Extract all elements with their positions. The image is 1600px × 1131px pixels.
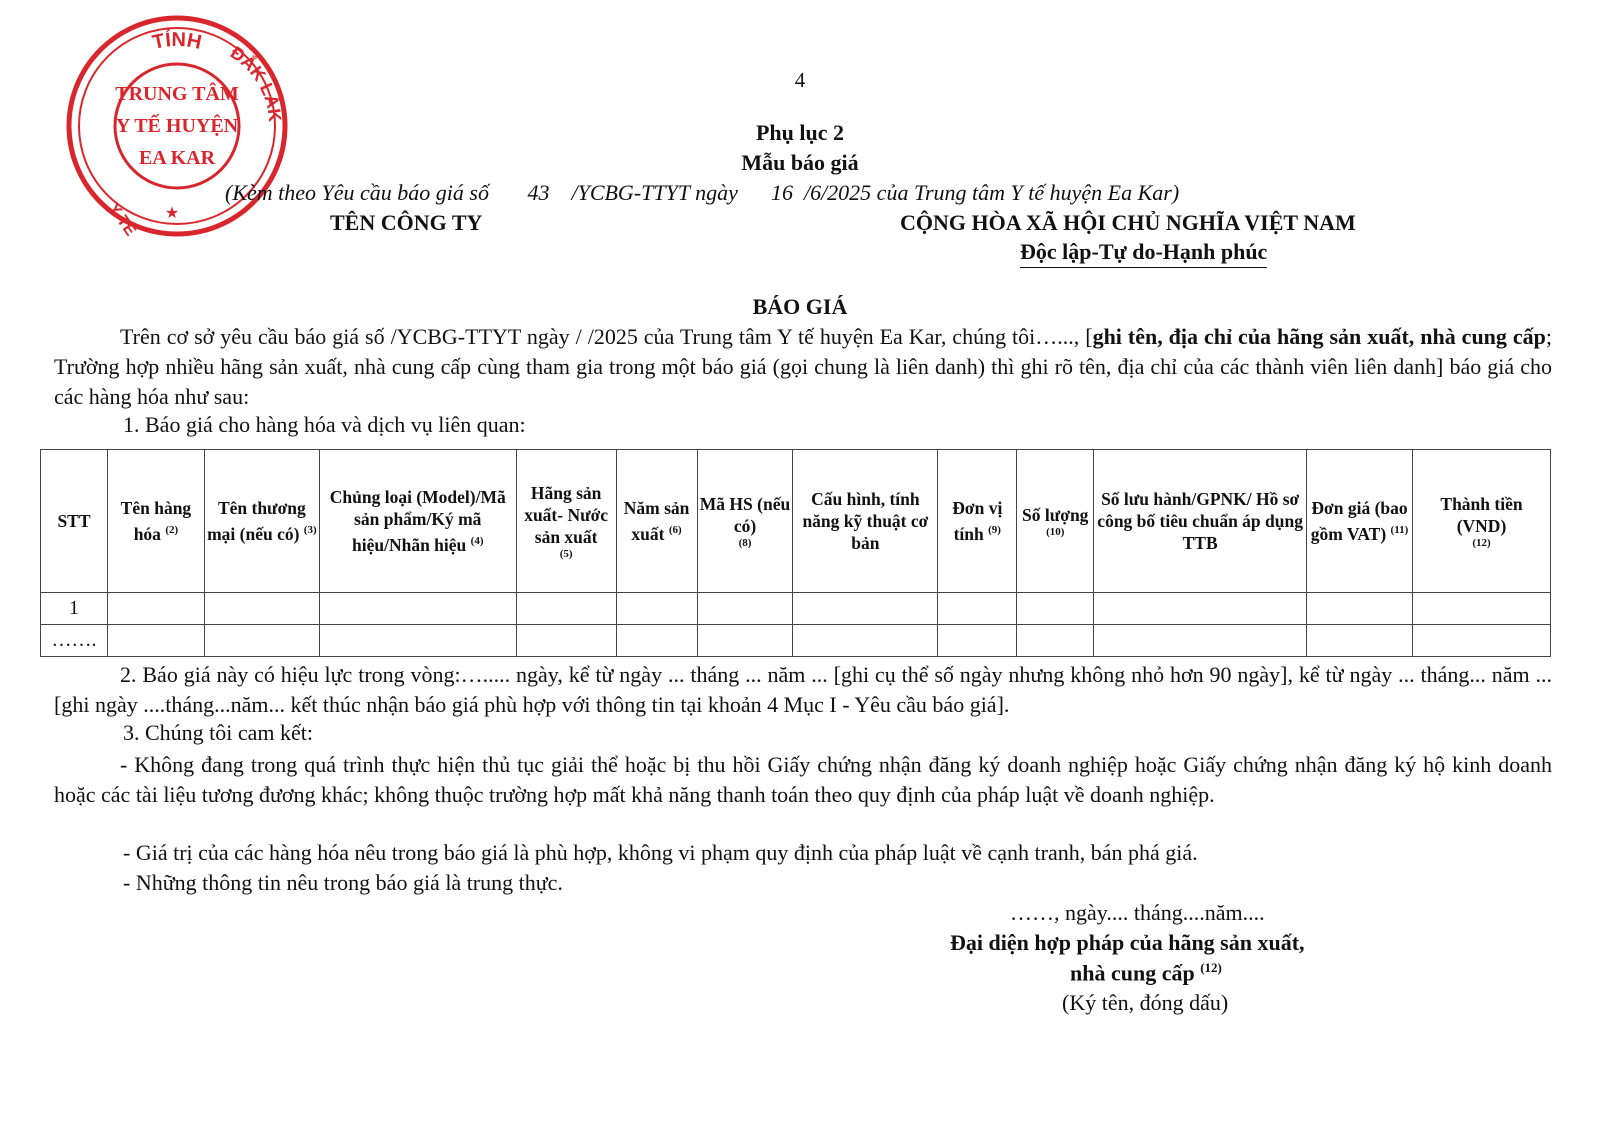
section-1-heading: 1. Báo giá cho hàng hóa và dịch vụ liên quan:	[123, 412, 526, 437]
signature-instruction: (Ký tên, đóng dấu)	[1062, 990, 1229, 1015]
col-header: Hãng sản xuất- Nước sản xuất (5)	[516, 450, 616, 593]
signature-role-note: (12)	[1200, 960, 1222, 975]
commitment-1	[54, 750, 1552, 810]
table-cell	[516, 593, 616, 625]
table-cell	[107, 625, 204, 657]
col-header: Chủng loại (Model)/Mã sản phẩm/Ký mã hiệu/Nhãn hiệu $^{(4)}$	[319, 450, 516, 593]
signature-role	[1070, 960, 1222, 986]
col-header: STT	[41, 450, 108, 593]
stamp-star-icon: ★	[164, 205, 180, 222]
col-header: Số lượng (10)	[1017, 450, 1094, 593]
table-cell	[938, 625, 1017, 657]
section-2-text: 2. Báo giá này có hiệu lực trong vòng:…..... ngày, kể từ ngày ... tháng ... năm ... [ghi cụ thể số ngày nhưng không nhỏ hơn 90 ngày], kể từ ngày ... tháng... năm ... [ghi ngày ....tháng...năm... kết thúc nhận báo giá phù hợp với thông tin tại khoản 4 Mục I - Yêu cầu báo giá].	[54, 662, 1552, 717]
section-3-heading: 3. Chúng tôi cam kết:	[123, 720, 314, 745]
table-cell	[1017, 593, 1094, 625]
table-cell	[1307, 625, 1413, 657]
table-cell	[1017, 625, 1094, 657]
col-header: Mã HS (nếu có) (8)	[697, 450, 793, 593]
subtitle-reference: (Kèm theo Yêu cầu báo giá số 43 /YCBG-TTYT ngày 16 /6/2025 của Trung tâm Y tế huyện Ea Kar)	[225, 180, 1180, 205]
table-row	[41, 593, 1551, 625]
table-cell	[319, 625, 516, 657]
national-title: CỘNG HÒA XÃ HỘI CHỦ NGHĨA VIỆT NAM	[900, 210, 1356, 235]
table-cell	[616, 593, 697, 625]
col-header: Số lưu hành/GPNK/ Hồ sơ công bố tiêu chuẩn áp dụng TTB	[1094, 450, 1307, 593]
section-2-paragraph	[54, 660, 1552, 720]
table-cell	[938, 593, 1017, 625]
intro-paragraph	[54, 322, 1552, 412]
table-cell: 1	[41, 593, 108, 625]
table-cell	[107, 593, 204, 625]
signature-date-line: ……, ngày.... tháng....năm....	[1010, 900, 1265, 925]
table-cell	[516, 625, 616, 657]
commitment-2: - Giá trị của các hàng hóa nêu trong báo giá là phù hợp, không vi phạm quy định của pháp luật về cạnh tranh, bán phá giá.	[123, 840, 1198, 865]
table-cell	[1094, 625, 1307, 657]
stamp-right-text: ĐẮK LẮK	[226, 42, 286, 123]
intro-text-1: Trên cơ sở yêu cầu báo giá số /YCBG-TTYT ngày / /2025 của Trung tâm Y tế huyện Ea Kar, chúng tôi…..., [	[120, 324, 1093, 349]
intro-text-2: ; Trường hợp nhiều hãng sản xuất, nhà cung cấp cùng tham gia trong một báo giá (gọi chung là liên danh) thì ghi rõ tên, địa chỉ của các thành viên liên danh] báo giá cho các hàng hóa như sau:	[54, 324, 1553, 409]
intro-bold-text: ghi tên, địa chỉ của hãng sản xuất, nhà cung cấp	[1092, 324, 1546, 349]
document-title: BÁO GIÁ	[752, 294, 848, 319]
stamp-left-text: Y TẾ	[104, 200, 139, 240]
quotation-table	[40, 449, 1551, 657]
table-cell	[319, 593, 516, 625]
col-header: Đơn vị tính $^{(9)}$	[938, 450, 1017, 593]
table-header-row	[41, 450, 1551, 593]
stamp-line-3: EA KAR	[138, 147, 216, 169]
table-cell	[1307, 593, 1413, 625]
commitment-1-text: - Không đang trong quá trình thực hiện thủ tục giải thể hoặc bị thu hồi Giấy chứng nhận đăng ký doanh nghiệp hoặc Giấy chứng nhận đăng ký hộ kinh doanh hoặc các tài liệu tương đương khác; không thuộc trường hợp mất khả năng thanh toán theo quy định của pháp luật về doanh nghiệp.	[54, 752, 1552, 807]
commitment-3: - Những thông tin nêu trong báo giá là trung thực.	[123, 870, 563, 895]
table-cell	[1413, 593, 1551, 625]
col-header: Tên thương mại (nếu có) $^{(3)}$	[204, 450, 319, 593]
col-header: Năm sản xuất $^{(6)}$	[616, 450, 697, 593]
col-header: Thành tiền (VND) (12)	[1413, 450, 1551, 593]
stamp-line-1: TRUNG TÂM	[115, 83, 239, 105]
national-motto: Độc lập-Tự do-Hạnh phúc	[1020, 239, 1267, 268]
signature-role-text: nhà cung cấp	[1070, 960, 1195, 986]
col-header: Cấu hình, tính năng kỹ thuật cơ bản	[793, 450, 938, 593]
table-cell	[204, 593, 319, 625]
form-title: Mẫu báo giá	[741, 150, 859, 175]
col-header: Đơn giá (bao gồm VAT) $^{(11)}$	[1307, 450, 1413, 593]
table-cell	[1094, 593, 1307, 625]
col-header: Tên hàng hóa $^{(2)}$	[107, 450, 204, 593]
company-label: TÊN CÔNG TY	[330, 210, 483, 235]
table-cell	[793, 593, 938, 625]
table-cell: …….	[41, 625, 108, 657]
stamp-top-text: TỈNH	[150, 28, 204, 55]
table-cell	[793, 625, 938, 657]
page-number: 4	[794, 68, 806, 92]
table-cell	[1413, 625, 1551, 657]
svg-text:TỈNH	[150, 28, 203, 54]
stamp-line-2: Y TẾ HUYỆN	[115, 115, 239, 137]
signature-representative: Đại diện hợp pháp của hãng sản xuất,	[950, 930, 1305, 955]
table-row	[41, 625, 1551, 657]
table-cell	[697, 593, 793, 625]
table-cell	[616, 625, 697, 657]
table-cell	[697, 625, 793, 657]
table-cell	[204, 625, 319, 657]
appendix-title: Phụ lục 2	[755, 120, 845, 145]
